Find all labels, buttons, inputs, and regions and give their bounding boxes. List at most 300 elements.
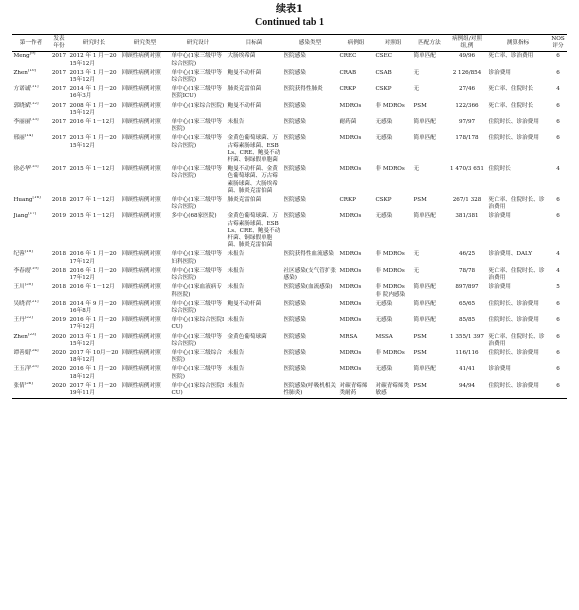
author-name: 纪蓉 xyxy=(13,251,25,258)
column-header: 研究类型 xyxy=(133,39,157,46)
cell-design: 单中心(1家三级甲等医院) xyxy=(171,366,222,380)
cell-duration: 2014 年 1 月－2016年3月 xyxy=(69,86,117,100)
cell-author xyxy=(12,52,50,69)
cell-design: 单中心(1家三级甲等妇科医院) xyxy=(171,251,222,265)
table-row xyxy=(12,283,567,299)
column-header: 病例组 xyxy=(347,39,365,46)
cell-index: 死亡率、住院时长、诊治费用 xyxy=(488,267,545,282)
cell-match: PSM xyxy=(413,102,427,109)
cell-index: 住院时长 xyxy=(488,166,511,173)
cell-duration: 2013 年 1 月－2015年12月 xyxy=(69,333,117,347)
studies-table xyxy=(12,34,567,399)
cell-nos: 4 xyxy=(556,166,560,173)
column-header: 目标菌 xyxy=(245,39,263,46)
cell-n: 49/96 xyxy=(458,53,476,60)
cell-year: 2017 xyxy=(51,102,67,109)
cell-design: 单中心(1家三级甲等综合医院) xyxy=(171,69,222,84)
cell-nos: 6 xyxy=(556,135,560,142)
cell-year: 2017 xyxy=(51,53,67,60)
cell-index: 死亡率、住院时长、诊治费用 xyxy=(488,197,545,211)
cell-case: MDROs xyxy=(339,300,362,307)
cell-author xyxy=(12,212,50,250)
reference-mark: [11] xyxy=(30,85,39,89)
author-name: Zhen xyxy=(13,333,28,340)
cell-author xyxy=(12,196,50,212)
cell-type: 回顾性病例对照 xyxy=(121,317,161,324)
cell-index: 诊治费用 xyxy=(488,284,511,291)
cell-index: 住院时长、诊治费用 xyxy=(488,349,539,356)
cell-control: 非 MDROs 非 院内感染 xyxy=(375,284,406,298)
cell-year: 2020 xyxy=(51,382,67,389)
cell-n: 41/41 xyxy=(458,366,476,373)
cell-bacteria: 大肠埃希菌 xyxy=(227,53,256,60)
cell-match: 无 xyxy=(413,69,420,76)
cell-duration: 2016 年 1 月－2017年12月 xyxy=(69,251,117,265)
cell-n: 1 470/3 651 xyxy=(450,166,484,173)
table-row xyxy=(12,365,567,381)
cell-year: 2018 xyxy=(51,284,67,291)
cell-author xyxy=(12,365,50,381)
cell-control: CSKP xyxy=(375,86,392,93)
table-row xyxy=(12,118,567,134)
cell-type: 回顾性病例对照 xyxy=(121,382,161,389)
cell-type: 回顾性病例对照 xyxy=(121,197,161,204)
cell-duration: 2016 年 1 月－2017年12月 xyxy=(69,267,117,282)
cell-type: 回顾性病例对照 xyxy=(121,53,161,60)
cell-n: 897/897 xyxy=(455,284,479,291)
cell-design: 单中心(1家综合医院ICU) xyxy=(171,317,225,331)
cell-n: 1 355/1 397 xyxy=(450,333,484,340)
cell-design: 单中心(1家三级甲等综合医院) xyxy=(171,53,222,67)
cell-author xyxy=(12,85,50,101)
cell-design: 单中心(1家三级甲等综合医院) xyxy=(171,166,222,180)
cell-bacteria: 未报告 xyxy=(227,284,245,291)
cell-control: MSSA xyxy=(375,333,393,340)
cell-author xyxy=(12,267,50,283)
table-row xyxy=(12,382,567,399)
cell-author xyxy=(12,250,50,266)
author-name: Zhen xyxy=(13,69,28,76)
reference-mark: [20] xyxy=(24,283,33,287)
cell-case: MDROs xyxy=(339,284,362,291)
cell-author xyxy=(12,165,50,196)
cell-nos: 6 xyxy=(556,213,560,220)
cell-control: 非 MDROs xyxy=(375,349,405,356)
author-name: 徐必华 xyxy=(13,166,31,173)
cell-control: 非 MDROs xyxy=(375,251,405,258)
cell-infection: 医院感染 xyxy=(283,333,306,340)
cell-index: 诊治费用 xyxy=(488,366,511,373)
column-header: 发表年份 xyxy=(53,36,65,50)
cell-type: 回顾性病例对照 xyxy=(121,135,161,142)
cell-year: 2020 xyxy=(51,366,67,373)
cell-nos: 6 xyxy=(556,317,560,324)
cell-match: 简单匹配 xyxy=(413,135,436,142)
cell-match: 无 xyxy=(413,86,420,93)
cell-year: 2018 xyxy=(51,197,67,204)
cell-n: 78/78 xyxy=(458,267,476,274)
reference-mark: [18] xyxy=(24,250,33,254)
cell-case: MDROs xyxy=(339,102,362,109)
column-header: 研究时长 xyxy=(82,39,106,46)
cell-control: 非 MDROs xyxy=(375,267,405,274)
cell-infection: 医院获得性血流感染 xyxy=(283,251,334,258)
cell-design: 单中心(1家三级甲等医院) xyxy=(171,119,222,133)
cell-match: 简单匹配 xyxy=(413,317,436,324)
cell-nos: 4 xyxy=(556,86,560,93)
table-row xyxy=(12,165,567,196)
cell-type: 回顾性病例对照 xyxy=(121,213,161,220)
cell-type: 回顾性病例对照 xyxy=(121,300,161,307)
cell-n: 178/178 xyxy=(455,135,479,142)
cell-infection: 医院感染 xyxy=(283,349,306,356)
cell-match: 简单匹配 xyxy=(413,300,436,307)
column-header: 病例组/对照组,例 xyxy=(452,36,482,50)
author-name: 谭善娟 xyxy=(13,349,31,356)
cell-author xyxy=(12,316,50,332)
reference-mark: [16] xyxy=(32,196,41,200)
cell-nos: 6 xyxy=(556,366,560,373)
cell-duration: 2017 年 1－12月 xyxy=(69,197,115,204)
cell-index: 死亡率、住院时长 xyxy=(488,102,534,109)
author-name: 李丽丽 xyxy=(13,119,31,126)
author-name: Jiang xyxy=(13,213,29,220)
cell-match: 无 xyxy=(413,251,420,258)
cell-infection: 医院获得性肺炎 xyxy=(283,86,323,93)
cell-year: 2020 xyxy=(51,349,67,356)
cell-control: 非 MDROs xyxy=(375,166,405,173)
cell-control: 无感染 xyxy=(375,300,393,307)
cell-control: CSKP xyxy=(375,197,392,204)
cell-case: 耐药菌 xyxy=(339,119,357,126)
column-header: 对照组 xyxy=(384,39,402,46)
cell-n: 2 126/854 xyxy=(452,69,482,76)
cell-duration: 2013 年 1 月－2015年12月 xyxy=(69,135,117,149)
cell-index: 死亡率、住院时长 xyxy=(488,86,534,93)
cell-nos: 6 xyxy=(556,382,560,389)
cell-match: 简单匹配 xyxy=(413,284,436,291)
cell-author xyxy=(12,118,50,134)
table-row xyxy=(12,212,567,250)
cell-duration: 2016 年 1 月－2017年12月 xyxy=(69,317,117,331)
cell-match: 简单匹配 xyxy=(413,119,436,126)
author-name: 张倩 xyxy=(13,382,25,389)
cell-type: 回顾性病例对照 xyxy=(121,86,161,93)
cell-control: 无感染 xyxy=(375,119,393,126)
table-row xyxy=(12,267,567,283)
table-title-en: Continued tab 1 xyxy=(255,17,324,28)
reference-mark: [10] xyxy=(27,68,37,72)
cell-year: 2018 xyxy=(51,267,67,274)
column-header: 第一作者 xyxy=(19,39,43,46)
cell-index: 住院时长、诊治费用 xyxy=(488,300,539,307)
cell-n: 381/381 xyxy=(455,213,479,220)
cell-case: MDROs xyxy=(339,366,362,373)
cell-match: PSM xyxy=(413,197,427,204)
cell-control: CSAB xyxy=(375,69,392,76)
cell-year: 2017 xyxy=(51,86,67,93)
cell-type: 回顾性病例对照 xyxy=(121,251,161,258)
cell-duration: 2008 年 1 月－2015年12月 xyxy=(69,102,117,116)
cell-index: 住院时长、诊治费用 xyxy=(488,135,539,142)
cell-year: 2019 xyxy=(51,317,67,324)
cell-bacteria: 鲍曼不动杆菌、金黄色葡萄球菌、万古霉素肠球菌、大肠埃希菌、肺炎克雷伯菌 xyxy=(227,166,278,194)
cell-design: 单中心(1家三级甲等医院ICU) xyxy=(171,86,222,100)
cell-case: CREC xyxy=(339,53,357,60)
cell-design: 单中心(1家三级综合医院) xyxy=(171,349,222,364)
cell-duration: 2017 年 1 月－2019年11月 xyxy=(69,382,117,396)
cell-author xyxy=(12,102,50,118)
column-header: 研究设计 xyxy=(186,39,210,46)
cell-case: MDROs xyxy=(339,251,362,258)
cell-control: 无感染 xyxy=(375,135,393,142)
cell-infection: 医院感染(呼吸机相关性肺炎) xyxy=(283,382,337,396)
cell-duration: 2014 年 9 月－2016年8月 xyxy=(69,300,117,314)
cell-bacteria: 金黄色葡萄球菌 xyxy=(227,333,267,340)
cell-infection: 医院感染 xyxy=(283,119,306,126)
cell-author xyxy=(12,300,50,316)
column-header: NOS评分 xyxy=(551,36,565,50)
cell-match: 无 xyxy=(413,267,420,274)
cell-duration: 2017 年 10月－2018年12月 xyxy=(69,349,119,364)
reference-mark: [12] xyxy=(30,101,39,105)
reference-mark: [9] xyxy=(29,51,36,56)
cell-nos: 6 xyxy=(556,197,560,204)
cell-bacteria: 未报告 xyxy=(227,267,245,274)
cell-case: MRSA xyxy=(339,333,358,340)
reference-mark: [13] xyxy=(30,118,39,122)
table-row xyxy=(12,134,567,165)
cell-case: MDROs xyxy=(339,317,362,324)
cell-year: 2017 xyxy=(51,119,67,126)
table-row xyxy=(12,196,567,212)
cell-author xyxy=(12,349,50,365)
cell-type: 回顾性病例对照 xyxy=(121,267,161,274)
cell-infection: 医院感染 xyxy=(283,213,306,220)
cell-type: 回顾性病例对照 xyxy=(121,166,161,173)
cell-index: 住院时长、诊治费用 xyxy=(488,317,539,324)
cell-n: 97/97 xyxy=(458,119,476,126)
reference-mark: [15] xyxy=(30,165,39,169)
cell-year: 2020 xyxy=(51,333,67,340)
cell-match: PSM xyxy=(413,349,427,356)
table-row xyxy=(12,102,567,118)
reference-mark: [25] xyxy=(30,365,39,369)
cell-author xyxy=(12,382,50,399)
column-header: 测算指标 xyxy=(506,39,530,46)
cell-index: 诊治费用 xyxy=(488,213,511,220)
cell-bacteria: 金黄色葡萄球菌、万古霉素肠球菌、ESBLs、CRE、鲍曼不动杆菌、铜绿假单胞菌 xyxy=(227,135,281,164)
reference-mark: [19] xyxy=(30,266,39,271)
cell-case: MDROs xyxy=(339,349,362,356)
cell-bacteria: 肺炎克雷伯菌 xyxy=(227,197,262,204)
cell-bacteria: 未报告 xyxy=(227,382,245,389)
table-row xyxy=(12,85,567,101)
cell-type: 回顾性病例对照 xyxy=(121,119,161,126)
cell-bacteria: 未报告 xyxy=(227,366,245,373)
cell-control: 无感染 xyxy=(375,366,393,373)
table-row xyxy=(12,300,567,316)
cell-design: 单中心(1家综合医院ICU) xyxy=(171,382,225,396)
cell-duration: 2016 年 1－12月 xyxy=(69,119,115,126)
cell-match: 简单匹配 xyxy=(413,53,436,60)
table-header-row xyxy=(12,35,567,52)
cell-n: 116/116 xyxy=(455,349,479,356)
cell-n: 46/25 xyxy=(458,251,476,258)
table-row xyxy=(12,69,567,85)
cell-infection: 医院感染 xyxy=(283,317,306,324)
cell-bacteria: 肺炎克雷伯菌 xyxy=(227,86,262,93)
cell-author xyxy=(12,69,50,85)
cell-year: 2017 xyxy=(51,69,67,76)
reference-mark: [23] xyxy=(27,332,37,336)
cell-case: CRKP xyxy=(339,197,356,204)
cell-match: 简单匹配 xyxy=(413,213,436,220)
cell-infection: 医院感染 xyxy=(283,102,306,109)
cell-index: 住院时长、诊治费用 xyxy=(488,119,539,126)
cell-infection: 社区感染(支气管扩张感染) xyxy=(283,267,337,282)
reference-mark: [26] xyxy=(24,381,33,385)
cell-infection: 医院感染 xyxy=(283,366,306,373)
reference-mark: [17] xyxy=(28,212,37,216)
cell-control: 对碳青霉烯类敏感 xyxy=(375,382,410,396)
cell-bacteria: 鲍曼不动杆菌 xyxy=(227,102,262,109)
cell-case: CRAB xyxy=(339,69,357,76)
cell-n: 85/85 xyxy=(458,317,476,324)
cell-duration: 2016 年 1 月－2018年12月 xyxy=(69,366,117,380)
cell-match: PSM xyxy=(413,333,427,340)
author-name: 邢丽 xyxy=(13,135,25,142)
cell-bacteria: 未报告 xyxy=(227,251,245,258)
cell-duration: 2016 年 1－12月 xyxy=(69,284,115,291)
cell-index: 诊治费用 xyxy=(488,69,511,76)
cell-design: 单中心(1家三级甲等综合医院) xyxy=(171,333,222,347)
cell-duration: 2012 年 1 月－2015年12月 xyxy=(69,53,117,67)
author-name: 王丹 xyxy=(13,317,25,324)
cell-index: 死亡率、诊治费用 xyxy=(488,53,534,60)
cell-match: PSM xyxy=(413,382,427,389)
cell-year: 2019 xyxy=(51,213,67,220)
cell-bacteria: 金黄色葡萄球菌、万古霉素肠球菌、ESBLs、CRE、鲍曼不动杆菌、铜绿假单胞菌、肺炎克雷伯菌 xyxy=(227,213,281,249)
cell-nos: 5 xyxy=(556,284,560,291)
cell-control: 非 MDROs xyxy=(375,102,405,109)
cell-design: 单中心(1家血液病专科医院) xyxy=(171,284,222,298)
author-name: 方诺诚 xyxy=(13,86,31,93)
author-name: Huang xyxy=(13,197,33,204)
table-row xyxy=(12,250,567,266)
cell-control: CSEC xyxy=(375,53,392,60)
cell-infection: 医院感染(血流感染) xyxy=(283,284,333,291)
author-name: 王玉洋 xyxy=(13,366,31,373)
cell-case: CRKP xyxy=(339,86,356,93)
cell-design: 单中心(1家三级甲等综合医院) xyxy=(171,267,222,282)
cell-infection: 医院感染 xyxy=(283,300,306,307)
cell-index: 住院时长、诊治费用 xyxy=(488,382,539,389)
cell-type: 回顾性病例对照 xyxy=(121,284,161,291)
cell-n: 122/366 xyxy=(455,102,479,109)
cell-match: 无 xyxy=(413,166,420,173)
cell-case: MDROs xyxy=(339,213,362,220)
column-header: 匹配方法 xyxy=(418,39,441,46)
cell-case: MDROs xyxy=(339,267,362,274)
table-row xyxy=(12,349,567,365)
cell-year: 2017 xyxy=(51,135,67,142)
cell-control: 无感染 xyxy=(375,317,393,324)
cell-type: 回顾性病例对照 xyxy=(121,102,161,109)
table-row xyxy=(12,333,567,349)
cell-bacteria: 未报告 xyxy=(227,119,245,126)
cell-case: MDROs xyxy=(339,135,362,142)
reference-mark: [24] xyxy=(30,348,39,353)
author-name: 吴晓君 xyxy=(13,300,31,307)
author-name: 王川 xyxy=(13,284,25,291)
cell-design: 单中心(1家综合医院) xyxy=(171,102,225,109)
author-name: Meng xyxy=(13,53,30,60)
table-row xyxy=(12,52,567,69)
cell-nos: 6 xyxy=(556,333,560,340)
cell-duration: 2015 年 1－12月 xyxy=(69,166,115,173)
cell-nos: 6 xyxy=(556,300,560,307)
cell-type: 回顾性病例对照 xyxy=(121,69,161,76)
cell-n: 65/65 xyxy=(458,300,476,307)
cell-nos: 6 xyxy=(556,119,560,126)
cell-infection: 医院感染 xyxy=(283,166,306,173)
reference-mark: [14] xyxy=(24,134,33,138)
cell-nos: 6 xyxy=(556,349,560,356)
cell-nos: 6 xyxy=(556,69,560,76)
cell-bacteria: 鲍曼不动杆菌 xyxy=(227,300,262,307)
cell-nos: 6 xyxy=(556,102,560,109)
cell-type: 回顾性病例对照 xyxy=(121,349,161,356)
cell-bacteria: 未报告 xyxy=(227,349,245,356)
cell-nos: 4 xyxy=(556,251,560,258)
cell-n: 267/1 328 xyxy=(452,197,482,204)
author-name: 李春霞 xyxy=(13,267,31,274)
column-header: 感染类型 xyxy=(298,39,322,46)
author-name: 郭晓斌 xyxy=(13,102,31,109)
cell-year: 2018 xyxy=(51,300,67,307)
table-row xyxy=(12,316,567,332)
cell-year: 2017 xyxy=(51,166,67,173)
cell-bacteria: 鲍曼不动杆菌 xyxy=(227,69,262,76)
table-body xyxy=(12,52,567,399)
cell-author xyxy=(12,283,50,299)
cell-type: 回顾性病例对照 xyxy=(121,366,161,373)
cell-match: 简单匹配 xyxy=(413,366,436,373)
cell-design: 单中心(1家三级甲等综合医院) xyxy=(171,197,222,211)
cell-control: 无感染 xyxy=(375,213,393,220)
cell-infection: 医院感染 xyxy=(283,197,306,204)
cell-n: 94/94 xyxy=(458,382,476,389)
cell-infection: 医院感染 xyxy=(283,53,306,60)
reference-mark: [22] xyxy=(24,316,33,320)
cell-duration: 2013 年 1 月－2015年12月 xyxy=(69,69,117,84)
cell-bacteria: 未报告 xyxy=(227,317,245,324)
cell-duration: 2015 年 1－12月 xyxy=(69,213,115,220)
cell-case: 对碳青霉烯类耐药 xyxy=(339,382,368,396)
cell-case: MDROs xyxy=(339,166,362,173)
table-title-cn: 续表1 xyxy=(276,4,303,15)
cell-n: 27/46 xyxy=(458,86,476,93)
cell-nos: 4 xyxy=(556,267,560,274)
cell-year: 2018 xyxy=(51,251,67,258)
cell-index: 死亡率、住院时长、诊治费用 xyxy=(488,333,545,347)
cell-infection: 医院感染 xyxy=(283,135,306,142)
cell-type: 回顾性病例对照 xyxy=(121,333,161,340)
cell-nos: 6 xyxy=(556,53,560,60)
reference-mark: [21] xyxy=(30,299,39,303)
cell-author xyxy=(12,134,50,165)
